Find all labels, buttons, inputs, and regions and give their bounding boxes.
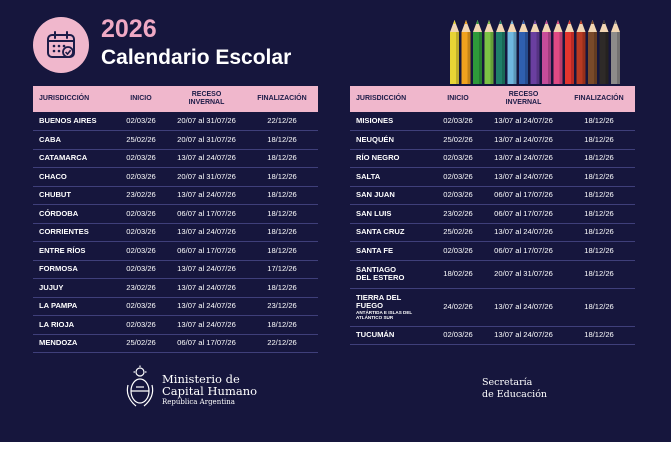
cell-jurisdiccion: SALTA: [350, 168, 432, 187]
table-row: [33, 242, 318, 261]
cell-inicio: 02/03/26: [432, 168, 484, 187]
cell-inicio: 02/03/26: [432, 242, 484, 261]
table-row: [33, 149, 318, 168]
table-row: [33, 279, 318, 298]
cell-receso: 06/07 al 17/07/26: [484, 186, 563, 205]
cell-receso: 13/07 al 24/07/26: [484, 168, 563, 187]
cell-finalizacion: 18/12/26: [246, 242, 318, 261]
cell-inicio: 02/03/26: [115, 223, 167, 242]
cell-finalizacion: 23/12/26: [246, 297, 318, 316]
cell-inicio: 25/02/26: [115, 334, 167, 353]
cell-receso: 20/07 al 31/07/26: [167, 131, 246, 150]
cell-jurisdiccion: ENTRE RÍOS: [33, 242, 115, 261]
cell-receso: 06/07 al 17/07/26: [167, 205, 246, 224]
cell-inicio: 02/03/26: [115, 205, 167, 224]
table-row: [350, 223, 635, 242]
pencil: [450, 20, 459, 84]
cell-receso: 13/07 al 24/07/26: [167, 223, 246, 242]
col-receso: [167, 86, 246, 112]
cell-jurisdiccion: SANTA FE: [350, 242, 432, 261]
secretaria-line2: de Educación: [482, 389, 548, 400]
ministry-logo-text: [162, 373, 257, 407]
pencil: [554, 20, 563, 84]
cell-inicio: 18/02/26: [432, 260, 484, 288]
cell-finalizacion: 18/12/26: [246, 131, 318, 150]
table-row: [350, 242, 635, 261]
cell-receso: 13/07 al 24/07/26: [167, 279, 246, 298]
table-row: [33, 297, 318, 316]
cell-finalizacion: 18/12/26: [563, 186, 635, 205]
cell-receso: 13/07 al 24/07/26: [167, 297, 246, 316]
cell-jurisdiccion: LA PAMPA: [33, 297, 115, 316]
cell-finalizacion: 18/12/26: [246, 223, 318, 242]
calendar-check-icon: [45, 29, 77, 61]
table-row: [33, 131, 318, 150]
cell-jurisdiccion: RÍO NEGRO: [350, 149, 432, 168]
pencil: [588, 20, 597, 84]
cell-inicio: 02/03/26: [432, 112, 484, 131]
cell-finalizacion: 18/12/26: [246, 168, 318, 187]
col-finalizacion: FINALIZACIÓN: [563, 86, 635, 112]
cell-jurisdiccion: FORMOSA: [33, 260, 115, 279]
table-row: [350, 149, 635, 168]
cell-inicio: 02/03/26: [115, 112, 167, 131]
cell-inicio: 02/03/26: [115, 168, 167, 187]
cell-finalizacion: 18/12/26: [246, 149, 318, 168]
cell-jurisdiccion: CHACO: [33, 168, 115, 187]
cell-finalizacion: 18/12/26: [563, 223, 635, 242]
cell-jurisdiccion: BUENOS AIRES: [33, 112, 115, 131]
cell-jurisdiccion: CÓRDOBA: [33, 205, 115, 224]
schedule-table-right: [350, 86, 635, 345]
cell-inicio: 23/02/26: [115, 186, 167, 205]
table-row: [33, 205, 318, 224]
cell-receso: 13/07 al 24/07/26: [484, 326, 563, 345]
cell-receso: 06/07 al 17/07/26: [167, 334, 246, 353]
pencil: [473, 20, 482, 84]
cell-inicio: 23/02/26: [432, 205, 484, 224]
cell-inicio: 24/02/26: [432, 288, 484, 326]
ministry-line2: Capital Humano: [162, 384, 258, 398]
table-row: [350, 288, 635, 326]
cell-finalizacion: 18/12/26: [563, 326, 635, 345]
col-finalizacion: FINALIZACIÓN: [246, 86, 318, 112]
table-row: [33, 112, 318, 131]
cell-receso: 20/07 al 31/07/26: [484, 260, 563, 288]
table-row: [33, 260, 318, 279]
cell-inicio: 02/03/26: [115, 242, 167, 261]
table-row: [350, 131, 635, 150]
cell-jurisdiccion: LA RIOJA: [33, 316, 115, 335]
table-header-row: [33, 86, 318, 112]
cell-jurisdiccion: NEUQUÉN: [350, 131, 432, 150]
cell-inicio: 02/03/26: [432, 149, 484, 168]
cell-finalizacion: 18/12/26: [563, 149, 635, 168]
table-row: [33, 168, 318, 187]
cell-finalizacion: 22/12/26: [246, 112, 318, 131]
argentine-coat-of-arms-icon: [124, 365, 156, 411]
cell-inicio: 25/02/26: [432, 223, 484, 242]
cell-receso: 13/07 al 24/07/26: [484, 149, 563, 168]
cell-finalizacion: 18/12/26: [563, 242, 635, 261]
cell-inicio: 02/03/26: [115, 297, 167, 316]
pencil: [531, 20, 540, 84]
cell-receso: 13/07 al 24/07/26: [484, 223, 563, 242]
pencil: [462, 20, 471, 84]
cell-receso: 13/07 al 24/07/26: [484, 131, 563, 150]
jurisdiccion-name: TIERRA DEL FUEGO: [356, 293, 402, 310]
cell-jurisdiccion: CORRIENTES: [33, 223, 115, 242]
table-header-row: [350, 86, 635, 112]
cell-inicio: 02/03/26: [432, 326, 484, 345]
cell-finalizacion: 18/12/26: [246, 279, 318, 298]
cell-inicio: 02/03/26: [115, 149, 167, 168]
cell-finalizacion: 18/12/26: [563, 131, 635, 150]
cell-receso: 06/07 al 17/07/26: [484, 205, 563, 224]
cell-jurisdiccion: JUJUY: [33, 279, 115, 298]
cell-finalizacion: 18/12/26: [563, 112, 635, 131]
cell-finalizacion: 17/12/26: [246, 260, 318, 279]
cell-receso: 13/07 al 24/07/26: [167, 316, 246, 335]
cell-jurisdiccion: CATAMARCA: [33, 149, 115, 168]
col-receso-line1: RECESO: [191, 91, 222, 98]
secretaria-logo-text: [482, 377, 547, 401]
col-inicio: INICIO: [115, 86, 167, 112]
table-row: [33, 316, 318, 335]
col-receso-line1: RECESO: [508, 91, 539, 98]
cell-finalizacion: 18/12/26: [563, 168, 635, 187]
cell-jurisdiccion: SAN LUIS: [350, 205, 432, 224]
table-row: [350, 326, 635, 345]
cell-finalizacion: 18/12/26: [563, 288, 635, 326]
table-row: [350, 260, 635, 288]
cell-jurisdiccion: MENDOZA: [33, 334, 115, 353]
table-row: [350, 186, 635, 205]
cell-inicio: 02/03/26: [115, 316, 167, 335]
pencil: [600, 20, 609, 84]
cell-receso: 13/07 al 24/07/26: [167, 260, 246, 279]
cell-inicio: 25/02/26: [432, 131, 484, 150]
cell-inicio: 25/02/26: [115, 131, 167, 150]
cell-jurisdiccion: CHUBUT: [33, 186, 115, 205]
cell-jurisdiccion: CABA: [33, 131, 115, 150]
col-jurisdiccion: JURISDICCIÓN: [33, 86, 115, 112]
cell-inicio: 02/03/26: [115, 260, 167, 279]
cell-receso: 13/07 al 24/07/26: [167, 149, 246, 168]
cell-finalizacion: 18/12/26: [246, 186, 318, 205]
pencil: [519, 20, 528, 84]
cell-receso: 20/07 al 31/07/26: [167, 112, 246, 131]
cell-finalizacion: 22/12/26: [246, 334, 318, 353]
jurisdiccion-subtitle: ANTÁRTIDA E ISLAS DEL ATLÁNTICO SUR: [356, 310, 413, 320]
cell-jurisdiccion: SANTA CRUZ: [350, 223, 432, 242]
cell-finalizacion: 18/12/26: [246, 205, 318, 224]
table-row: [350, 112, 635, 131]
table-row: [33, 223, 318, 242]
ministry-line3: República Argentina: [162, 398, 235, 406]
pencil: [577, 20, 586, 84]
poster-title: Calendario Escolar: [101, 46, 292, 69]
colored-pencils-illustration: [446, 18, 626, 84]
cell-finalizacion: 18/12/26: [246, 316, 318, 335]
cell-inicio: 02/03/26: [432, 186, 484, 205]
cell-finalizacion: 18/12/26: [563, 205, 635, 224]
cell-jurisdiccion: SAN JUAN: [350, 186, 432, 205]
cell-jurisdiccion: TUCUMÁN: [350, 326, 432, 345]
table-row: [33, 334, 318, 353]
pencil: [611, 20, 620, 84]
col-jurisdiccion: JURISDICCIÓN: [350, 86, 432, 112]
cell-receso: 06/07 al 17/07/26: [484, 242, 563, 261]
cell-jurisdiccion: MISIONES: [350, 112, 432, 131]
cell-jurisdiccion: [350, 288, 432, 326]
cell-receso: 13/07 al 24/07/26: [484, 112, 563, 131]
pencil: [508, 20, 517, 84]
pencil: [565, 20, 574, 84]
table-row: [350, 168, 635, 187]
cell-receso: 20/07 al 31/07/26: [167, 168, 246, 187]
pencil: [496, 20, 505, 84]
col-receso: [484, 86, 563, 112]
table-row: [350, 205, 635, 224]
pencil: [485, 20, 494, 84]
cell-receso: 13/07 al 24/07/26: [167, 186, 246, 205]
year-heading: 2026: [101, 15, 157, 43]
cell-finalizacion: 18/12/26: [563, 260, 635, 288]
calendar-badge: [33, 17, 89, 73]
cell-receso: 06/07 al 17/07/26: [167, 242, 246, 261]
table-row: [33, 186, 318, 205]
ministry-line1: Ministerio de: [162, 372, 240, 386]
cell-inicio: 23/02/26: [115, 279, 167, 298]
pencil: [542, 20, 551, 84]
schedule-table-left: [33, 86, 318, 353]
secretaria-line1: Secretaría: [482, 377, 533, 388]
cell-jurisdiccion: SANTIAGO DEL ESTERO: [350, 260, 432, 288]
col-receso-line2: INVERNAL: [505, 99, 542, 106]
col-receso-line2: INVERNAL: [188, 99, 225, 106]
col-inicio: INICIO: [432, 86, 484, 112]
cell-receso: 13/07 al 24/07/26: [484, 288, 563, 326]
